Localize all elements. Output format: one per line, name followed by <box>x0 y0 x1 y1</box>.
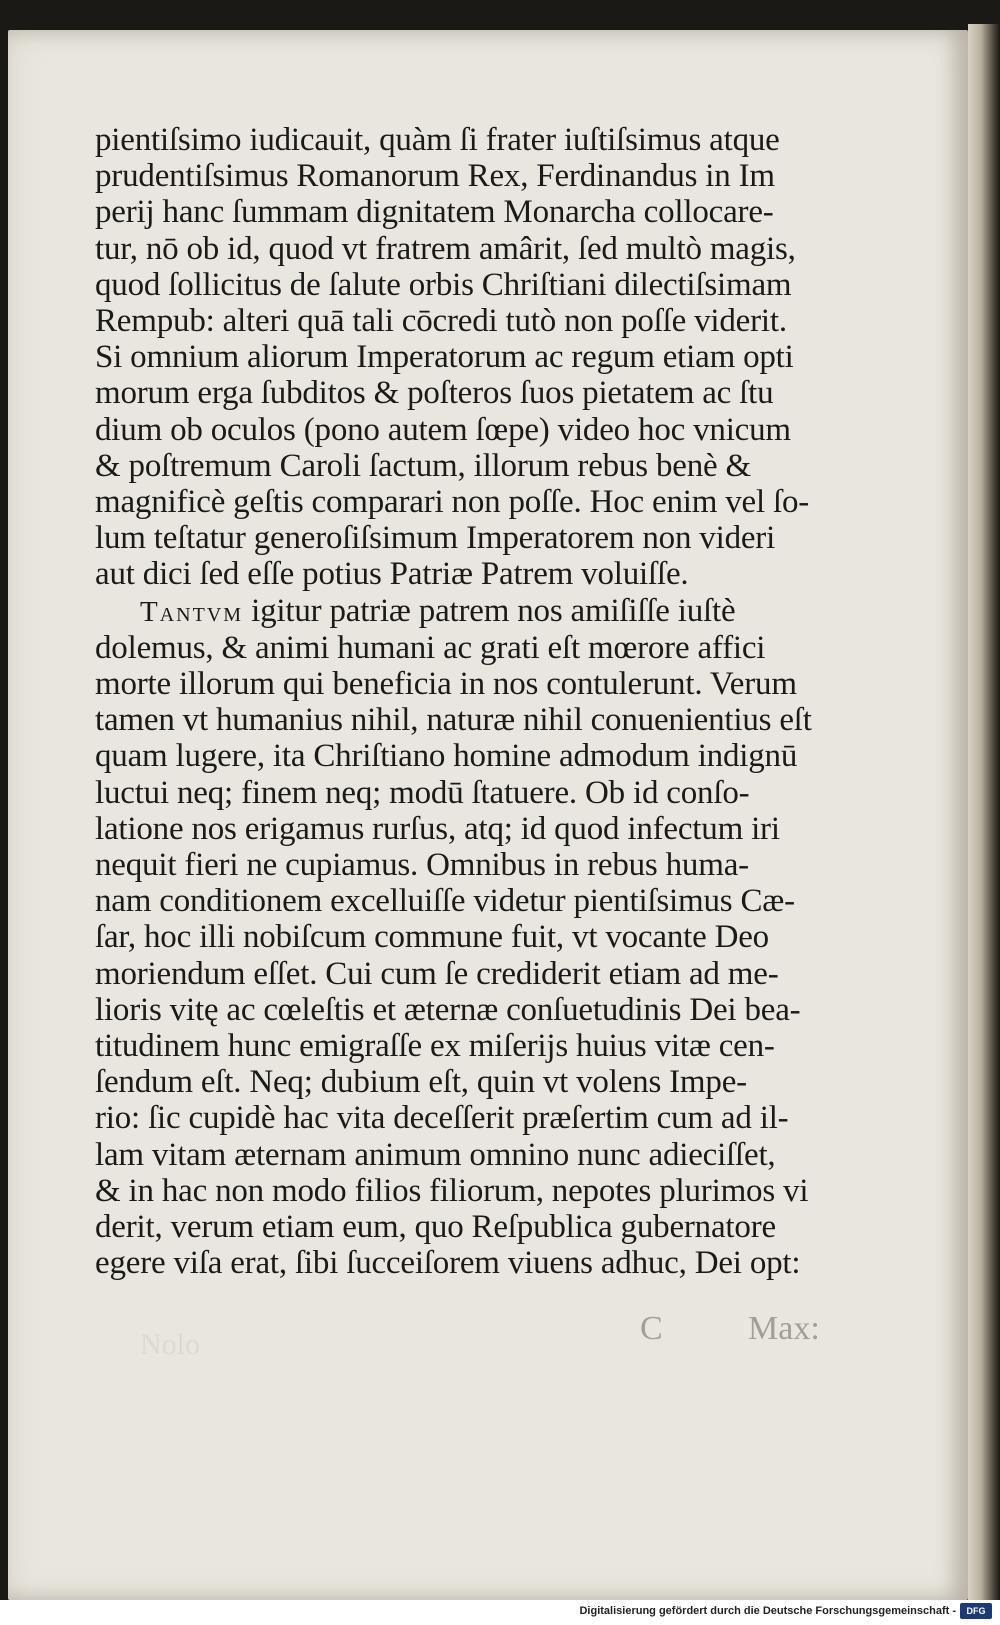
text-line: lum teſtatur generoſiſsimum Imperatorem non videri <box>95 520 776 557</box>
text-line: lioris vitę ac cœleſtis et æternæ conſuetudinis Dei bea- <box>95 991 801 1028</box>
text-line: Rempub: alteri quā tali cōcredi tutò non poſſe viderit. <box>95 303 787 340</box>
dfg-logo: DFG <box>960 1603 992 1619</box>
text-line: latione nos erigamus rurſus, atq; id quod infectum iri <box>95 810 780 847</box>
text-line: nam conditionem excelluiſſe videtur pientiſsimus Cæ- <box>95 883 795 920</box>
text-line: perij hanc ſummam dignitatem Monarcha collocare- <box>95 194 774 231</box>
text-line-rest: igitur patriæ patrem nos amiſiſſe iuſtè <box>251 592 736 629</box>
text-line: lam vitam æternam animum omnino nunc adieciſſet, <box>95 1136 776 1173</box>
text-line: tamen vt humanius nihil, naturæ nihil conuenientius eſt <box>95 702 812 739</box>
text-line: magnificè geſtis comparari non poſſe. Hoc enim vel ſo- <box>95 484 810 521</box>
text-line: & poſtremum Caroli ſactum, illorum rebus benè & <box>95 447 751 484</box>
text-line: luctui neq; finem neq; modū ſtatuere. Ob id conſo- <box>95 774 750 811</box>
text-line: derit, verum etiam eum, quo Reſpublica gubernatore <box>95 1209 776 1246</box>
page-edge <box>968 24 1000 1606</box>
funding-credit: Digitalisierung gefördert durch die Deutsche Forschungsgemeinschaft - <box>579 1605 956 1617</box>
text-line: & in hac non modo filios filiorum, nepotes plurimos vi <box>95 1172 809 1209</box>
text-line: dium ob oculos (pono autem ſœpe) video hoc vnicum <box>95 411 791 448</box>
text-line: morte illorum qui beneficia in nos contulerunt. Verum <box>95 666 797 703</box>
text-line: nequit fieri ne cupiamus. Omnibus in rebus huma- <box>95 847 749 884</box>
text-line: titudinem hunc emigraſſe ex miſerijs huius vitæ cen- <box>95 1028 775 1065</box>
signature-mark: C <box>640 1310 663 1347</box>
text-line: tur, nō ob id, quod vt fratrem amârit, ſed multò magis, <box>95 230 796 267</box>
text-line: morum erga ſubditos & poſteros ſuos pietatem ac ſtu <box>95 375 774 412</box>
text-line: egere viſa erat, ſibi ſucceiſorem viuens adhuc, Dei opt: <box>95 1245 801 1282</box>
footer-bar <box>0 1600 1000 1625</box>
text-line: dolemus, & animi humani ac grati eſt mœrore affici <box>95 629 766 666</box>
text-line: prudentiſsimus Romanorum Rex, Ferdinandus in Im <box>95 158 775 195</box>
bleed-through-text: Nolo <box>140 1328 200 1361</box>
text-line: rio: ſic cupidè hac vita deceſſerit præſertim cum ad il- <box>95 1100 789 1137</box>
paragraph-opening-line <box>95 593 830 630</box>
text-line: pientiſsimo iudicauit, quàm ſi frater iuſtiſsimus atque <box>95 122 780 158</box>
catchword: Max: <box>748 1310 820 1347</box>
text-line: Si omnium aliorum Imperatorum ac regum etiam opti <box>95 339 794 376</box>
text-line: moriendum eſſet. Cui cum ſe crediderit etiam ad me- <box>95 955 779 992</box>
text-line: aut dici ſed eſſe potius Patriæ Patrem voluiſſe. <box>95 556 689 593</box>
page-text <box>95 122 830 1282</box>
text-line: ſendum eſt. Neq; dubium eſt, quin vt volens Impe- <box>95 1064 747 1101</box>
smallcaps-opening-word: Tantvm <box>140 595 244 628</box>
text-line: quod ſollicitus de ſalute orbis Chriſtiani dilectiſsimam <box>95 266 792 303</box>
text-line: quam lugere, ita Chriſtiano homine admodum indignū <box>95 738 798 775</box>
text-line: ſar, hoc illi nobiſcum commune fuit, vt vocante Deo <box>95 919 769 956</box>
